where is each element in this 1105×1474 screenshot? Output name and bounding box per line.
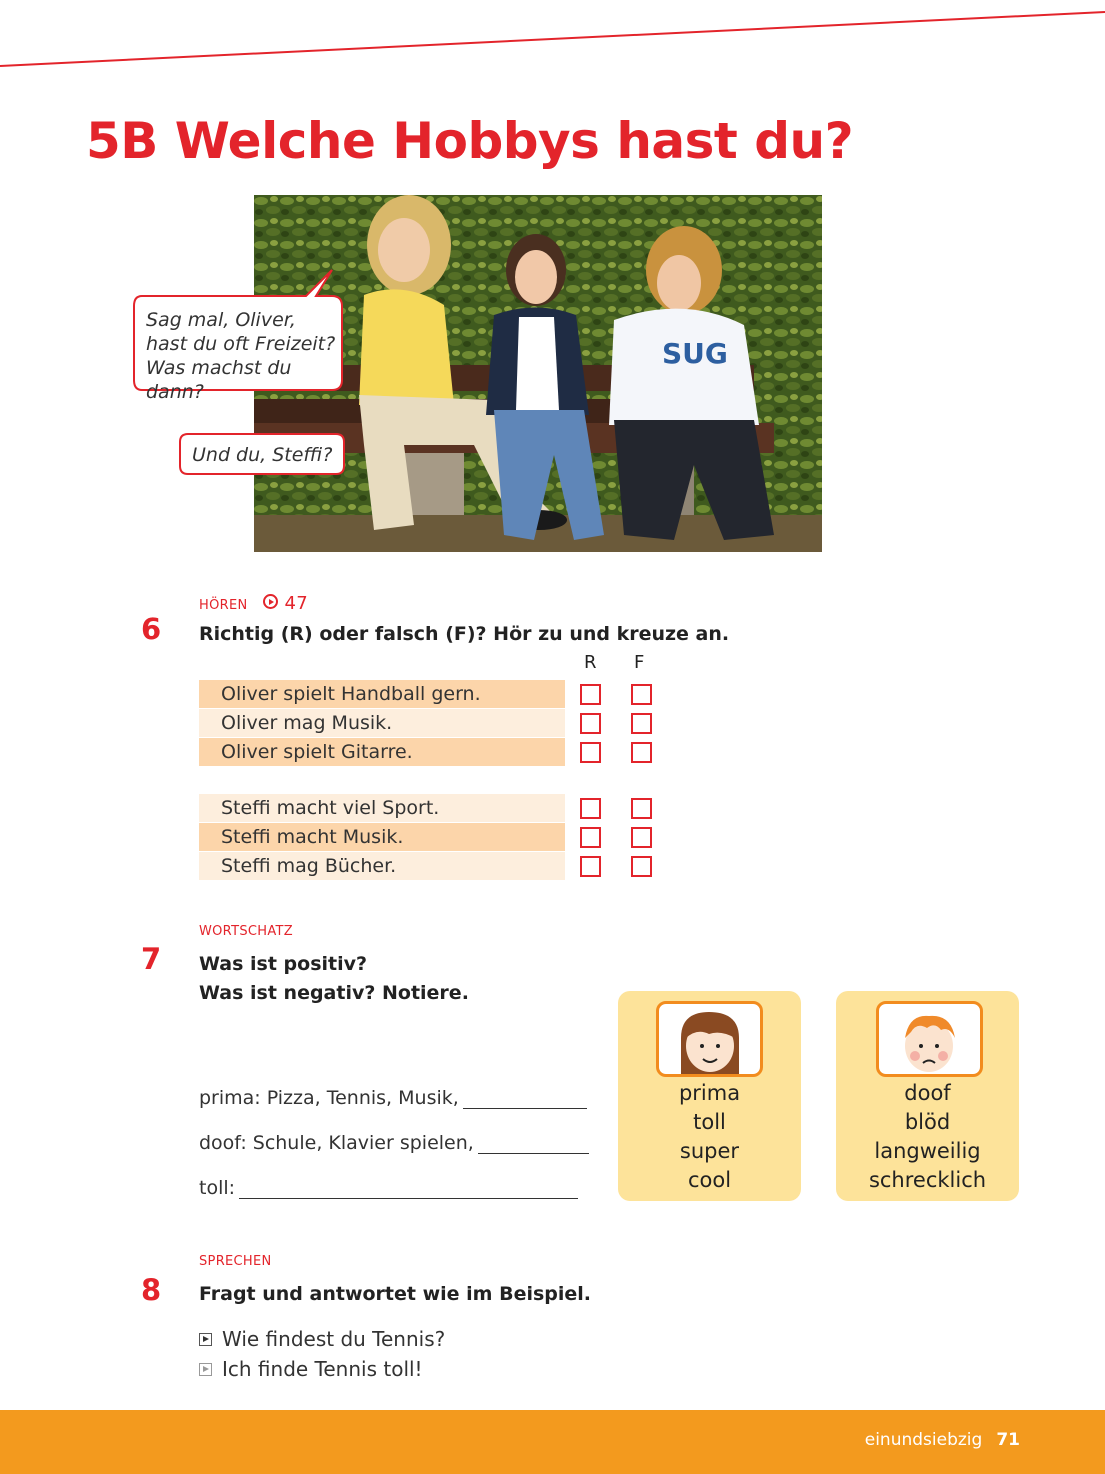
- example-answer: Ich finde Tennis toll!: [199, 1357, 423, 1381]
- fill-in-line-toll: toll:: [199, 1177, 578, 1199]
- exercise-6-instruction: Richtig (R) oder falsch (F)? Hör zu und kreuze an.: [199, 623, 730, 645]
- checkbox-f[interactable]: [631, 713, 652, 734]
- column-header-f: F: [634, 652, 645, 673]
- section-label-sprechen: SPRECHEN: [199, 1254, 272, 1269]
- answer-blank[interactable]: [463, 1088, 587, 1109]
- section-label-wortschatz: WORTSCHATZ: [199, 924, 293, 939]
- checkbox-r[interactable]: [580, 713, 601, 734]
- checkbox-r[interactable]: [580, 798, 601, 819]
- page-number: einundsiebzig 71: [864, 1430, 1020, 1450]
- checkbox-r[interactable]: [580, 742, 601, 763]
- answer-blank[interactable]: [239, 1178, 578, 1199]
- exercise-number-7: 7: [141, 942, 162, 976]
- speech-bubble-steffi-text: Und du, Steffi?: [192, 444, 333, 466]
- statement-row: Steffi macht viel Sport.: [199, 794, 565, 822]
- statement-row: Steffi mag Bücher.: [199, 852, 565, 880]
- exercise-number-6: 6: [141, 612, 162, 646]
- statement-row: Oliver spielt Gitarre.: [199, 738, 565, 766]
- play-icon: [263, 594, 278, 609]
- statement-row: Oliver spielt Handball gern.: [199, 680, 565, 708]
- fill-in-line-doof: doof: Schule, Klavier spielen,: [199, 1132, 589, 1154]
- checkbox-r[interactable]: [580, 856, 601, 877]
- example-question: Wie findest du Tennis?: [199, 1327, 445, 1351]
- exercise-8-instruction: Fragt und antwortet wie im Beispiel.: [199, 1283, 592, 1305]
- sad-face-icon: [876, 1001, 983, 1077]
- positive-words: prima toll super cool: [678, 1081, 741, 1192]
- checkbox-f[interactable]: [631, 827, 652, 848]
- section-label-hoeren: HÖREN 47: [199, 593, 308, 614]
- hoodie-logo-text: SUG: [662, 337, 728, 370]
- exercise-7-instruction-line1: Was ist positiv?: [199, 953, 368, 975]
- positive-word-box: [618, 991, 801, 1201]
- column-header-r: R: [584, 652, 597, 673]
- checkbox-f[interactable]: [631, 798, 652, 819]
- header-rule: [0, 0, 1105, 80]
- speaker-b-icon: [199, 1363, 212, 1376]
- negative-word-box: [836, 991, 1019, 1201]
- checkbox-f[interactable]: [631, 856, 652, 877]
- fill-in-line-prima: prima: Pizza, Tennis, Musik,: [199, 1087, 587, 1109]
- checkbox-f[interactable]: [631, 684, 652, 705]
- happy-face-icon: [656, 1001, 763, 1077]
- statement-row: Steffi macht Musik.: [199, 823, 565, 851]
- speaker-a-icon: [199, 1333, 212, 1346]
- checkbox-f[interactable]: [631, 742, 652, 763]
- page-title: 5B Welche Hobbys hast du?: [86, 112, 854, 170]
- speech-bubble-oliver-text: Sag mal, Oliver, hast du oft Freizeit? Was machst du dann?: [146, 309, 336, 403]
- exercise-number-8: 8: [141, 1273, 162, 1307]
- negative-words: doof blöd langweilig schrecklich: [868, 1081, 987, 1192]
- answer-blank[interactable]: [478, 1133, 589, 1154]
- checkbox-r[interactable]: [580, 827, 601, 848]
- statement-row: Oliver mag Musik.: [199, 709, 565, 737]
- audio-track[interactable]: 47: [263, 593, 308, 614]
- checkbox-r[interactable]: [580, 684, 601, 705]
- exercise-7-instruction-line2: Was ist negativ? Notiere.: [199, 982, 469, 1004]
- page-footer: [0, 1410, 1105, 1474]
